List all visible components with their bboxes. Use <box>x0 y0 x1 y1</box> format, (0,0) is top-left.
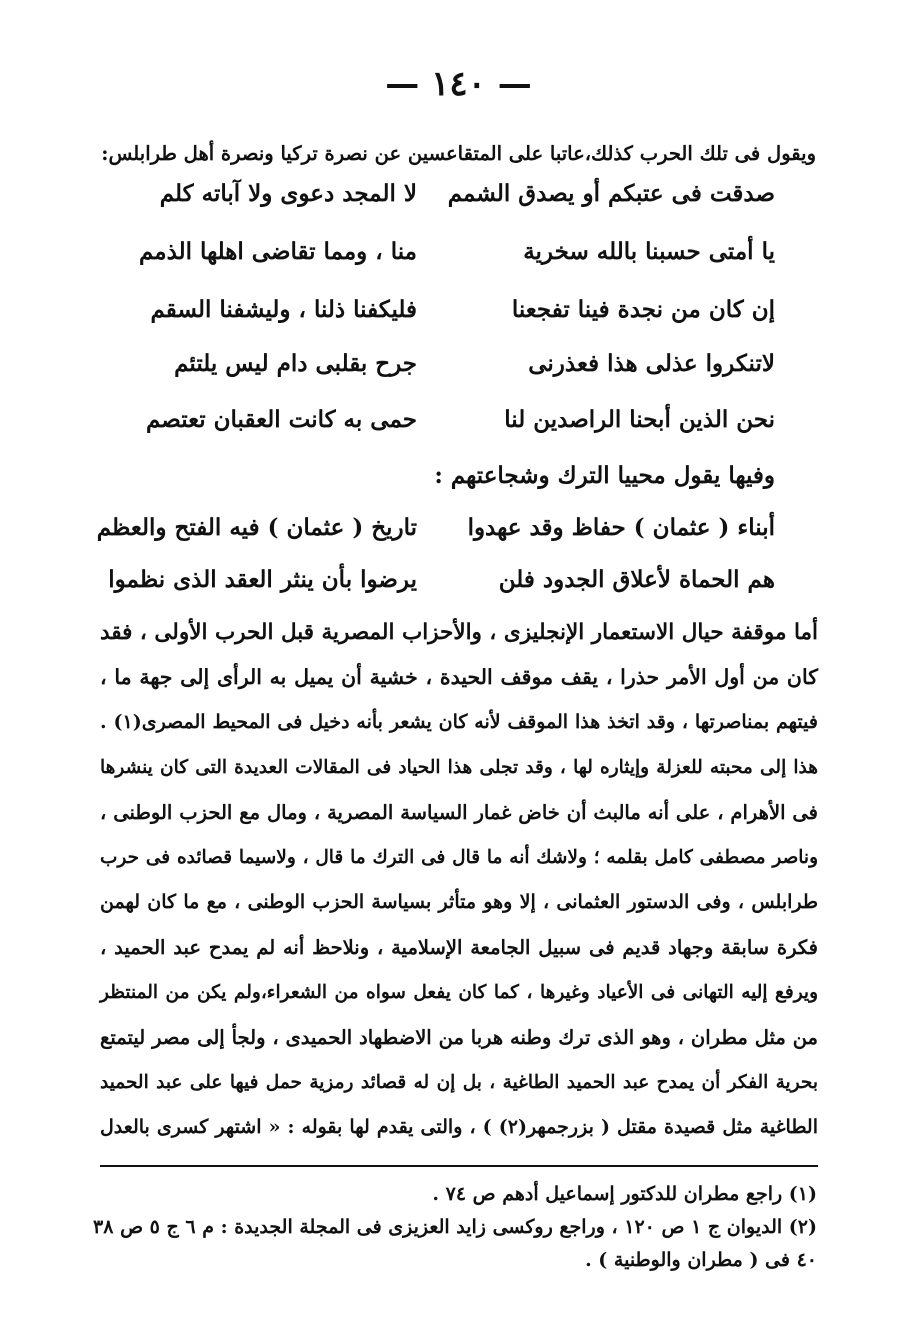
body-line: طرابلس ، وفى الدستور العثمانى ، إلا وهو متأثر بسياسة الحزب الوطنى ، مع ما كان لهمن <box>100 891 818 913</box>
verse-line <box>0 296 917 354</box>
body-line: ويرفع إليه التهانى فى الأعياد وغيرها ، كما كان يفعل سواه من الشعراء،ولم يكن من المنتظر <box>100 982 818 1003</box>
verse-hemistich-right: لاتنكروا عذلى هذا فعذرنى <box>528 350 775 377</box>
body-line: الطاغية مثل قصيدة مقتل ( بزرجمهر(٢) ) ، والتى يقدم لها بقوله : « اشتهر كسرى بالعدل <box>100 1116 818 1138</box>
footnote: (١) راجع مطران للدكتور إسماعيل أدهم ص ٧٤ . <box>432 1183 817 1205</box>
verse-hemistich-right: صدقت فى عتبكم أو يصدق الشمم <box>447 180 775 207</box>
body-line: فيتهم بمناصرتها ، وقد اتخذ هذا الموقف لأنه كان يشعر بأنه دخيل فى المحيط المصرى(١) . <box>100 711 818 733</box>
verse-hemistich-right: أبناء ( عثمان ) حفاظ وقد عهدوا <box>467 514 775 541</box>
intro-paragraph: ويقول فى تلك الحرب كذلك،عاتبا على المتقاعسين عن نصرة تركيا ونصرة أهل طرابلس: <box>101 142 816 165</box>
verse-line <box>0 350 917 408</box>
verse-hemistich-left: جرح بقلبى دام ليس يلتئم <box>174 350 417 377</box>
verse-line <box>0 238 917 296</box>
footnotes <box>87 1178 817 1277</box>
verse-hemistich-left: فليكفنا ذلنا ، وليشفنا السقم <box>150 296 417 323</box>
verse-line <box>0 406 917 464</box>
body-line: وناصر مصطفى كامل بقلمه ؛ ولاشك أنه ما قال فى الترك ما قال ، ولاسيما قصائده فى حرب <box>100 847 818 868</box>
body-paragraph <box>100 610 818 1150</box>
verse-hemistich-right: هم الحماة لأعلاق الجدود فلن <box>498 566 775 593</box>
body-line: فكرة سابقة وجهاد قديم فى سبيل الجامعة الإسلامية ، ونلاحظ أنه لم يمدح عبد الحميد ، <box>100 936 818 959</box>
body-line: كان من أول الأمر حذرا ، يقف موقف الحيدة ، خشية أن يميل به الرأى إلى جهة ما ، <box>100 665 818 689</box>
body-line: من مثل مطران ، وهو الذى ترك وطنه هربا من الاضطهاد الحميدى ، ولجأ إلى مصر ليتمتع <box>100 1026 818 1049</box>
body-line: بحرية الفكر أن يمدح عبد الحميد الطاغية ، بل إن له قصائد رمزية حمل فيها على عبد الحميد <box>100 1072 818 1093</box>
verse-hemistich-left: حمى به كانت العقبان تعتصم <box>145 406 417 433</box>
verse-hemistich-right: إن كان من نجدة فينا تفجعنا <box>511 296 775 323</box>
body-line: هذا إلى محبته للعزلة وإيثاره لها ، وقد تجلى هذا الحياد فى المقالات العديدة التى كان ينشرها <box>100 757 818 778</box>
verse-line <box>0 514 917 572</box>
verse-hemistich-right: يا أمتى حسبنا بالله سخرية <box>523 238 775 265</box>
verse-hemistich-left: يرضوا بأن ينثر العقد الذى نظموا <box>108 566 417 593</box>
verse-hemistich-left: لا المجد دعوى ولا آباته كلم <box>159 180 417 207</box>
page-number: — ١٤٠ — <box>385 64 532 104</box>
verse-hemistich-left: منا ، ومما تقاضى اهلها الذمم <box>138 238 417 265</box>
verse-hemistich-left: تاريخ ( عثمان ) فيه الفتح والعظم <box>96 514 417 541</box>
footnote-divider <box>100 1165 818 1167</box>
body-line: أما موقفة حيال الاستعمار الإنجليزى ، والأحزاب المصرية قبل الحرب الأولى ، فقد <box>100 620 818 645</box>
footnote: ٤٠ فى ( مطران والوطنية ) . <box>585 1249 817 1271</box>
verse-line <box>0 180 917 238</box>
second-intro: وفيها يقول محييا الترك وشجاعتهم : <box>434 462 775 489</box>
footnote: (٢) الديوان ج ١ ص ١٢٠ ، وراجع روكسى زايد العزيزى فى المجلة الجديدة : م ٦ ج ٥ ص ٣٨ <box>93 1216 817 1238</box>
body-line: فى الأهرام ، على أنه مالبث أن خاض غمار السياسة المصرية ، ومال مع الحزب الوطنى ، <box>100 801 818 824</box>
verse-hemistich-right: نحن الذين أبحنا الراصدين لنا <box>504 406 775 433</box>
